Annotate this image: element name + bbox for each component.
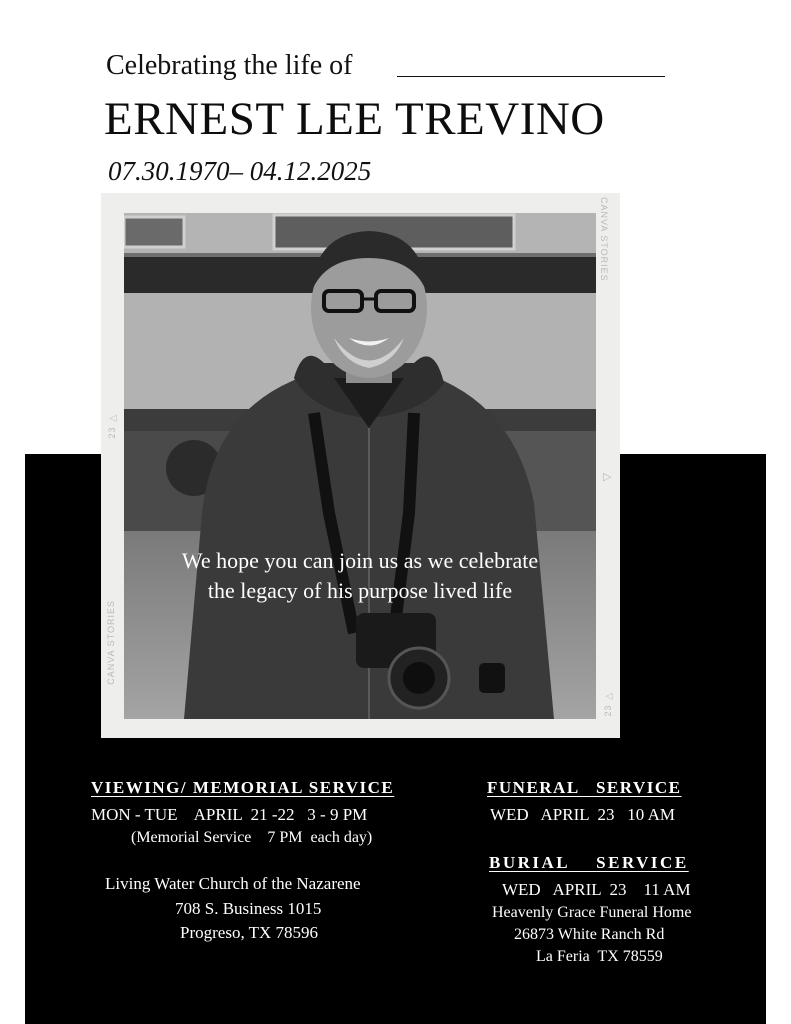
invitation-message <box>124 546 596 606</box>
burial-heading: BURIAL SERVICE <box>489 853 689 872</box>
invitation-line-1: We hope you can join us as we celebrate <box>181 548 539 573</box>
viewing-place: Living Water Church of the Nazarene <box>105 874 361 893</box>
life-dates: 07.30.1970– 04.12.2025 <box>108 156 372 186</box>
viewing-when: MON - TUE APRIL 21 -22 3 - 9 PM <box>91 805 368 824</box>
burial-address-2: La Feria TX 78559 <box>536 948 663 965</box>
burial-place: Heavenly Grace Funeral Home <box>492 904 692 921</box>
frame-triangle-icon: ▷ <box>603 471 613 483</box>
frame-watermark-left: CANVA STORIES <box>106 600 116 685</box>
funeral-when: WED APRIL 23 10 AM <box>490 805 675 824</box>
memorial-note: (Memorial Service 7 PM each day) <box>131 829 373 846</box>
frame-watermark-top: CANVA STORIES <box>599 197 609 282</box>
celebrating-underline <box>397 76 665 77</box>
viewing-address-2: Progreso, TX 78596 <box>180 923 319 942</box>
deceased-name: ERNEST LEE TREVINO <box>104 93 605 145</box>
burial-address-1: 26873 White Ranch Rd <box>514 926 665 943</box>
frame-number-right: 23 ▷ <box>603 690 613 717</box>
celebrating-heading: Celebrating the life of <box>106 50 353 81</box>
portrait-photo <box>124 213 596 719</box>
burial-when: WED APRIL 23 11 AM <box>502 880 691 899</box>
funeral-heading: FUNERAL SERVICE <box>487 778 682 797</box>
frame-number-left: 23 ▷ <box>107 412 117 439</box>
viewing-heading: VIEWING/ MEMORIAL SERVICE <box>91 778 395 797</box>
invitation-line-2: the legacy of his purpose lived life <box>207 578 513 603</box>
viewing-address-1: 708 S. Business 1015 <box>175 899 322 918</box>
